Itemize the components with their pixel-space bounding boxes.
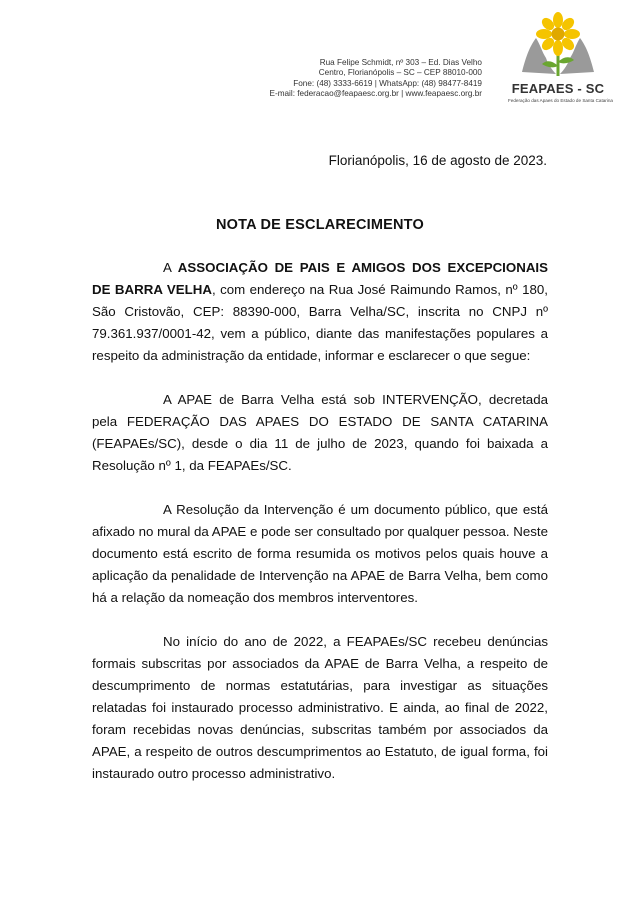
paragraph-4: No início do ano de 2022, a FEAPAEs/SC recebeu denúncias formais subscritas por associados da APAE de Barra Velha, a respeito de descumprimento de normas estatutárias, para investigar as situações relatadas foi instaurado processo administrativo. E ainda, ao final de 2022, foram recebidas novas denúncias, subscritas também por associados da APAE, a respeito de outros descumprimentos ao Estatuto, de igual forma, foi instaurado outro processo administrativo. [92, 634, 548, 781]
feapaes-logo [508, 12, 613, 110]
document-body [92, 257, 548, 807]
letterhead-address [162, 58, 482, 100]
address-line: Centro, Florianópolis – SC – CEP 88010-000 [318, 68, 482, 78]
flower-hands-icon [508, 12, 608, 82]
paragraph-1-rest: , com endereço na Rua José Raimundo Ramos, nº 180, São Cristovão, CEP: 88390-000, Barra Velha/SC, inscrita no CNPJ nº 79.361.937/0001-42, vem a público, diante das manifestações populares a respeito da administração da entidade, informar e esclarecer o que segue: [92, 282, 548, 363]
paragraph-2: A APAE de Barra Velha está sob INTERVENÇÃO, decretada pela FEDERAÇÃO DAS APAES DO ESTADO DE SANTA CATARINA (FEAPAEs/SC), desde o dia 11 de julho de 2023, quando foi baixada a Resolução nº 1, da FEAPAEs/SC. [92, 392, 548, 473]
address-line: Rua Felipe Schmidt, nº 303 – Ed. Dias Velho [319, 58, 482, 67]
logo-name: FEAPAES - SC [511, 81, 605, 96]
email-website-line: E-mail: federacao@feapaesc.org.br | www.feapaesc.org.br [269, 89, 482, 99]
paragraph-1 [92, 257, 548, 367]
phone-line: Fone: (48) 3333-6619 | WhatsApp: (48) 98477-8419 [293, 78, 482, 88]
date-line: Florianópolis, 16 de agosto de 2023. [328, 153, 547, 168]
paragraph-3: A Resolução da Intervenção é um documento público, que está afixado no mural da APAE e pode ser consultado por qualquer pessoa. Neste documento está escrito de forma resumida os motivos pelos quais houve a aplicação da penalidade de Intervenção na APAE de Barra Velha, bem como há a relação da nomeação dos membros interventores. [92, 502, 548, 605]
document-title: NOTA DE ESCLARECIMENTO [216, 217, 424, 233]
paragraph-1-lead: A [163, 260, 178, 275]
logo-tagline: Federação das Apaes do Estado de Santa Catarina [508, 98, 613, 103]
association-name: ASSOCIAÇÃO DE PAIS E AMIGOS DOS EXCEPCIONAIS DE BARRA VELHA [92, 260, 548, 297]
